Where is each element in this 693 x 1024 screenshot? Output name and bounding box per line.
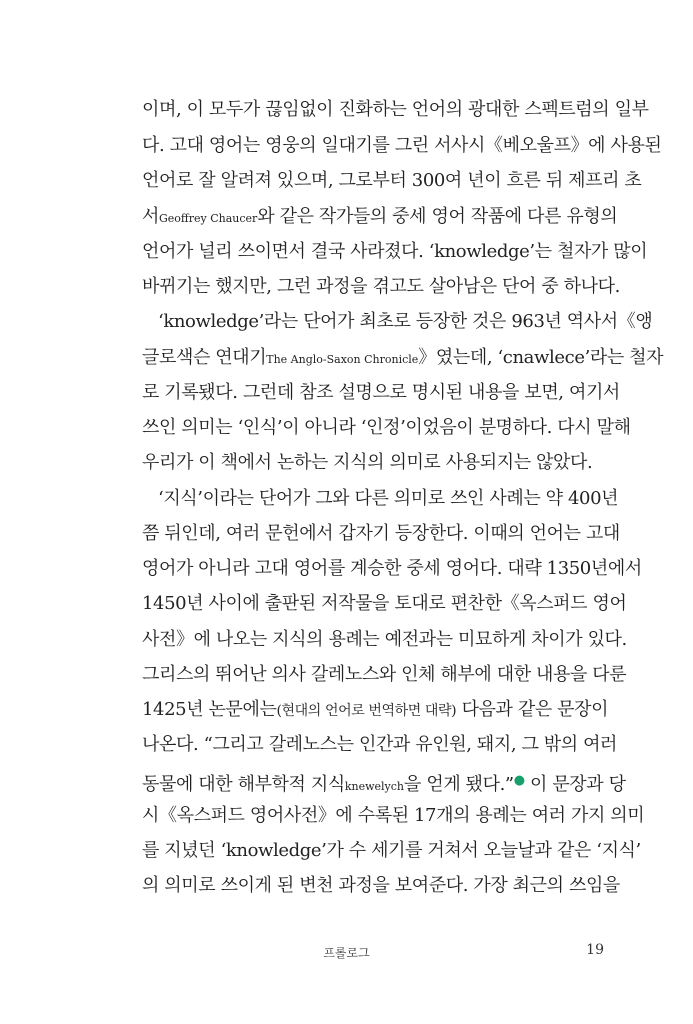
- text-line: 다. 고대 영어는 영웅의 일대기를 그린 서사시《베오울프》에 사용된: [142, 135, 662, 156]
- paragraph-start-line: ‘knowledge’라는 단어가 최초로 등장한 것은 963년 역사서《앵: [158, 311, 653, 332]
- text-line: 바뀌기는 했지만, 그런 과정을 겪고도 살아남은 단어 중 하나다.: [142, 276, 620, 297]
- text-line: 1425년 논문에는(현대의 언어로 번역하면 대략) 다음과 같은 문장이: [142, 699, 609, 720]
- text-line: 이며, 이 모두가 끊임없이 진화하는 언어의 광대한 스펙트럼의 일부: [142, 99, 649, 120]
- text-line: 로 기록됐다. 그런데 참조 설명으로 명시된 내용을 보면, 여기서: [142, 382, 620, 403]
- original-word-annotation: knewelych: [344, 780, 405, 793]
- text-line: 그리스의 뛰어난 의사 갈레노스와 인체 해부에 대한 내용을 다룬: [142, 664, 627, 685]
- text-line: 글로색슨 연대기The Anglo-Saxon Chronicle》였는데, ‘cnawlece’라는 철자: [142, 347, 664, 368]
- footnote-marker[interactable]: ●: [513, 773, 525, 788]
- text-line: 나온다. “그리고 갈레노스는 인간과 유인원, 돼지, 그 밖의 여러: [142, 734, 618, 755]
- parenthetical-note: (현대의 언어로 번역하면 대략): [276, 703, 457, 719]
- text-line: 우리가 이 책에서 논하는 지식의 의미로 사용되지는 않았다.: [142, 452, 593, 473]
- text-line: 1450년 사이에 출판된 저작물을 토대로 편찬한《옥스퍼드 영어: [142, 593, 627, 614]
- running-footer-chapter-title: 프롤로그: [323, 946, 370, 960]
- text-line: 영어가 아니라 고대 영어를 계승한 중세 영어다. 대략 1350년에서: [142, 558, 642, 579]
- text-line: 언어가 널리 쓰이면서 결국 사라졌다. ‘knowledge’는 철자가 많이: [142, 241, 648, 262]
- text-line: 시《옥스퍼드 영어사전》에 수록된 17개의 용례는 여러 가지 의미: [142, 805, 645, 826]
- paragraph-start-line: ‘지식’이라는 단어가 그와 다른 의미로 쓰인 사례는 약 400년: [158, 488, 619, 509]
- text-line: 를 지녔던 ‘knowledge’가 수 세기를 거쳐서 오늘날과 같은 ‘지식’: [142, 840, 641, 861]
- text-line: 의 의미로 쓰이게 된 변천 과정을 보여준다. 가장 최근의 쓰임을: [142, 875, 620, 896]
- original-title-annotation: The Anglo-Saxon Chronicle: [266, 353, 419, 366]
- text-line: 쓰인 의미는 ‘인식’이 아니라 ‘인정’이었음이 분명하다. 다시 말해: [142, 417, 631, 438]
- text-line: 쯤 뒤인데, 여러 문헌에서 갑자기 등장한다. 이때의 언어는 고대: [142, 523, 620, 544]
- text-line: 사전》에 나오는 지식의 용례는 예전과는 미묘하게 차이가 있다.: [142, 629, 627, 650]
- text-line: 동물에 대한 해부학적 지식knewelych을 얻게 됐다.”● 이 문장과 당: [142, 773, 626, 795]
- text-line: 언어로 잘 알려져 있으며, 그로부터 300여 년이 흐른 뒤 제프리 초: [142, 170, 642, 191]
- text-line: 서Geoffrey Chaucer와 같은 작가들의 중세 영어 작품에 다른 유형의: [142, 206, 618, 227]
- original-name-annotation: Geoffrey Chaucer: [159, 212, 258, 225]
- page-number: 19: [586, 942, 604, 958]
